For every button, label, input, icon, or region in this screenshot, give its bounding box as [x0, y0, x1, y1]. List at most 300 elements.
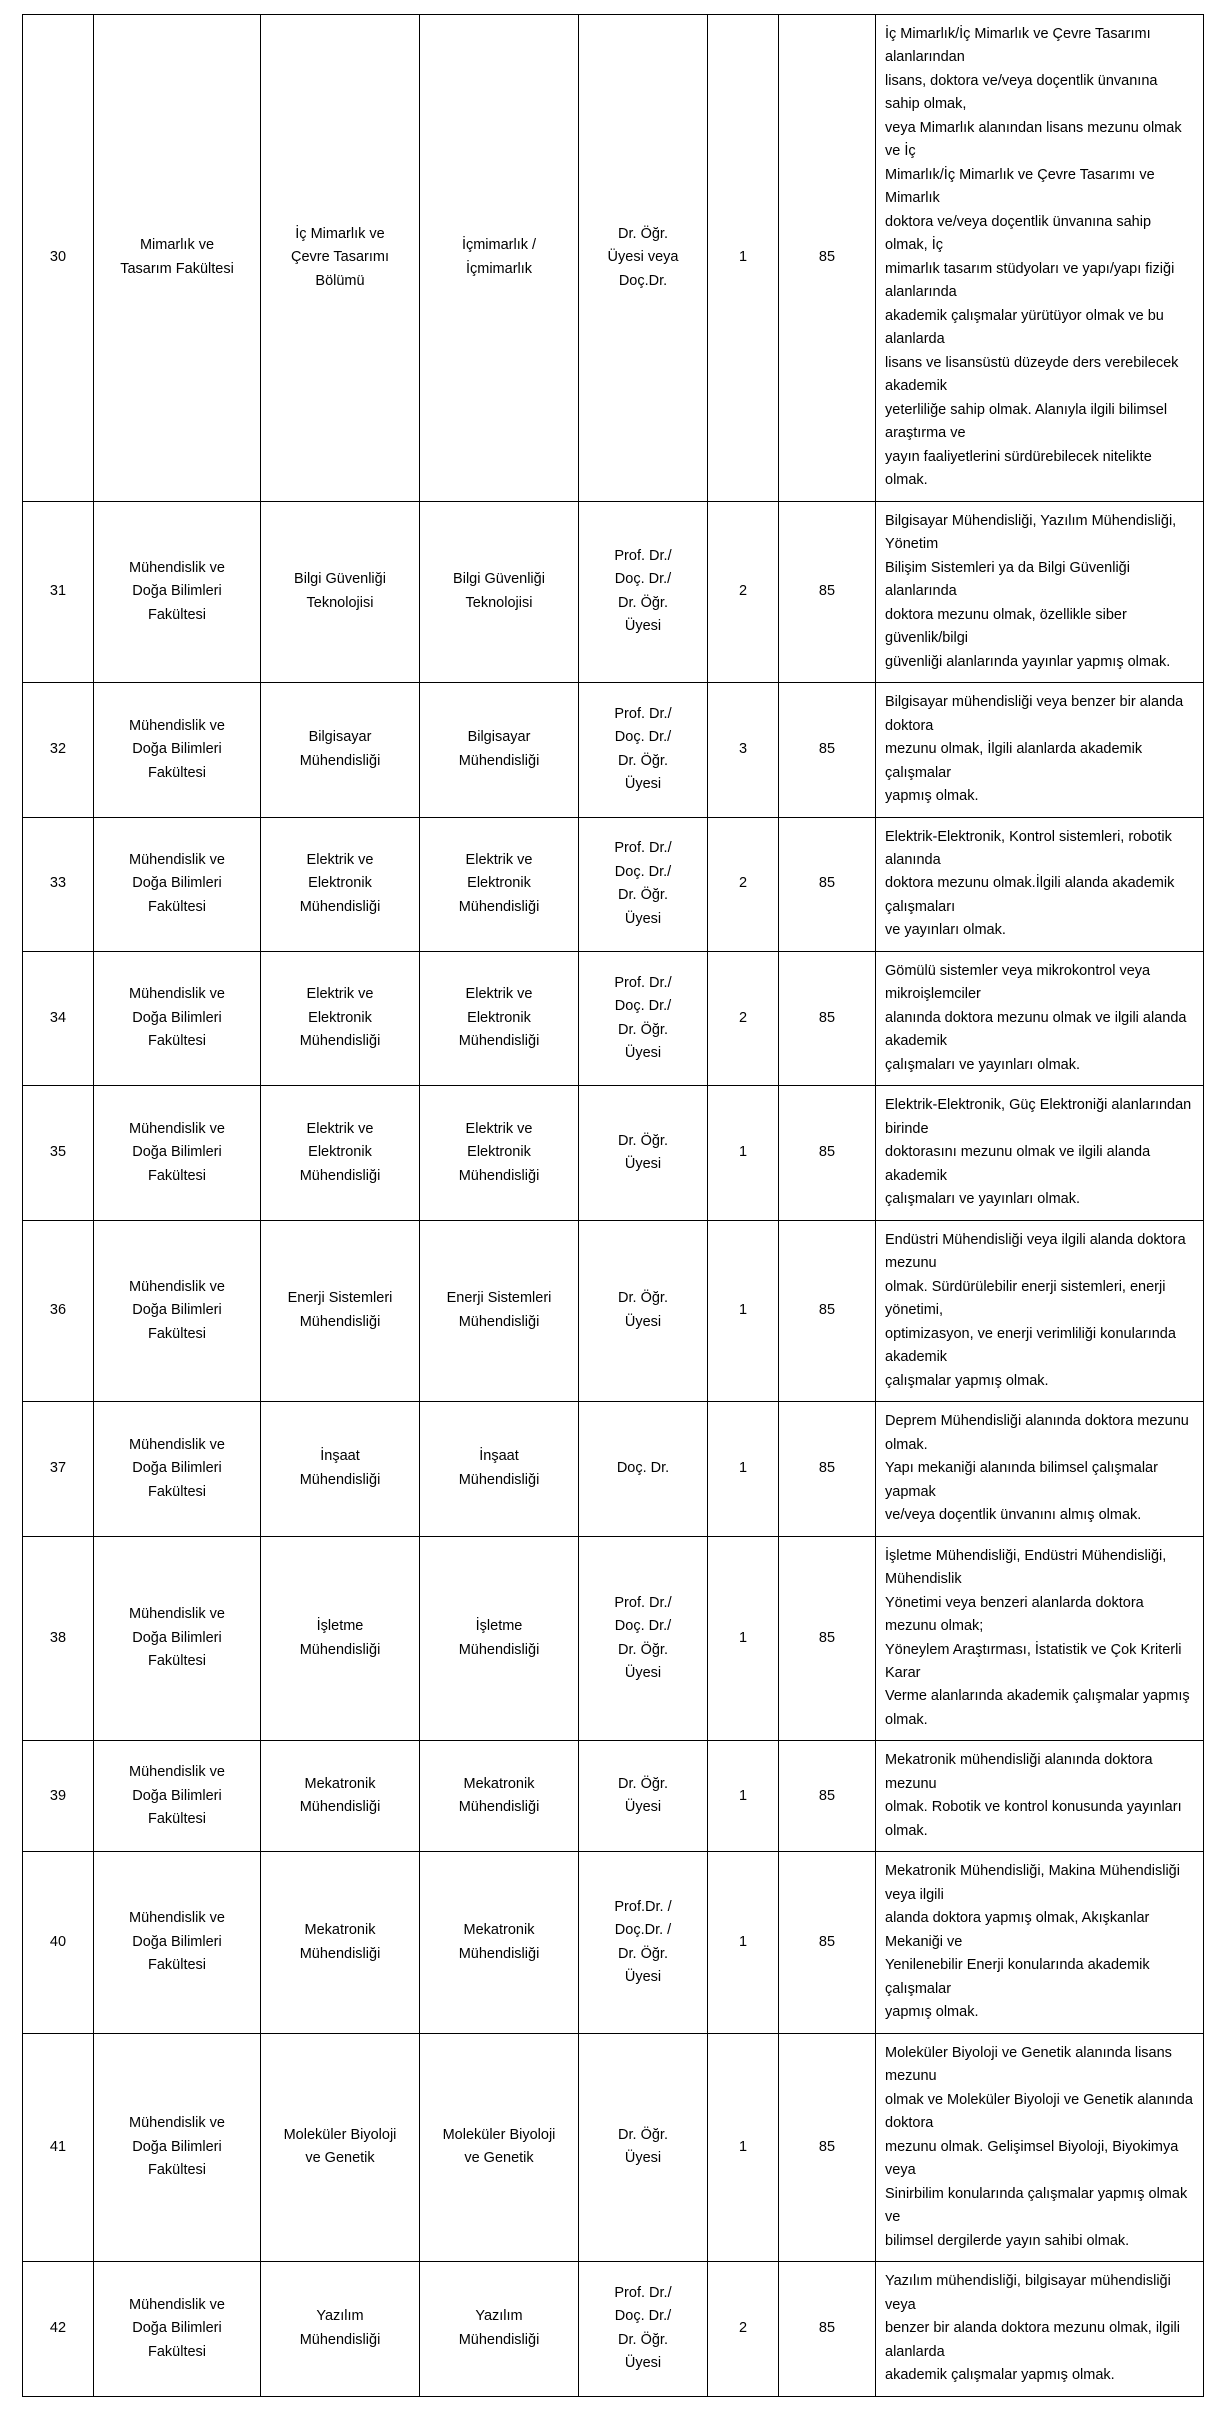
program-name-line: Mühendisliği — [458, 1799, 540, 1816]
department-name-line: İç Mimarlık ve — [295, 225, 385, 242]
academic-title — [579, 1741, 708, 1852]
program-name — [420, 683, 579, 817]
faculty-name-line: Doğa Bilimleri — [132, 1302, 222, 1319]
academic-title-line: Dr. Öğr. — [618, 1945, 668, 1962]
academic-title-line: Doç. Dr./ — [614, 1618, 672, 1635]
position-count: 1 — [708, 2033, 779, 2261]
requirement-description-line: yapmış olmak. — [885, 788, 979, 805]
requirement-description-line: olmak. Robotik ve kontrol konusunda yayınları olmak. — [885, 1799, 1182, 1839]
requirement-description-line: akademik çalışmalar yapmış olmak. — [885, 2367, 1115, 2384]
faculty-name-line: Fakültesi — [147, 1811, 207, 1828]
faculty-name — [94, 1852, 261, 2033]
academic-title-line: Dr. Öğr. — [618, 1641, 668, 1658]
requirement-description-line: Moleküler Biyoloji ve Genetik alanında lisans mezunu — [885, 2044, 1172, 2085]
faculty-name-line: Mühendislik ve — [129, 1910, 225, 1927]
row-number: 42 — [23, 2262, 94, 2396]
academic-title-line: Üyesi — [624, 2355, 662, 2372]
program-name — [420, 15, 579, 502]
academic-title-line: Doç. Dr. — [616, 1460, 670, 1477]
faculty-name-line: Fakültesi — [147, 1167, 207, 1184]
program-name-line: Mühendisliği — [458, 1641, 540, 1658]
requirement-description-line: benzer bir alanda doktora mezunu olmak, ilgili alanlarda — [885, 2320, 1180, 2360]
requirement-description-line: Yönetimi veya benzeri alanlarda doktora mezunu olmak; — [885, 1594, 1144, 1635]
academic-title — [579, 817, 708, 951]
program-name — [420, 1220, 579, 1401]
position-count: 1 — [708, 1402, 779, 1536]
department-name-line: Mühendisliği — [299, 1945, 381, 1962]
faculty-name-line: Fakültesi — [147, 2162, 207, 2179]
table-row — [23, 1220, 1204, 1401]
department-name — [261, 501, 420, 682]
academic-title-line: Dr. Öğr. — [618, 2331, 668, 2348]
program-name-line: Mühendisliği — [458, 898, 540, 915]
requirement-description-line: Bilişim Sistemleri ya da Bilgi Güvenliği alanlarında — [885, 559, 1130, 600]
department-name — [261, 817, 420, 951]
faculty-name-line: Mühendislik ve — [129, 717, 225, 734]
faculty-name-line: Fakültesi — [147, 1325, 207, 1342]
row-number: 41 — [23, 2033, 94, 2261]
faculty-name-line: Doğa Bilimleri — [132, 1460, 222, 1477]
academic-title — [579, 683, 708, 817]
faculty-name-line: Mühendislik ve — [129, 2115, 225, 2132]
academic-title — [579, 951, 708, 1085]
requirement-description-line: akademik çalışmalar yürütüyor olmak ve bu alanlarda — [885, 307, 1164, 348]
department-name-line: Elektrik ve — [306, 1120, 374, 1137]
faculty-name-line: Mühendislik ve — [129, 986, 225, 1003]
faculty-name — [94, 1741, 261, 1852]
minimum-score: 85 — [779, 1852, 876, 2033]
academic-title — [579, 1402, 708, 1536]
department-name-line: İnşaat — [320, 1448, 360, 1465]
department-name — [261, 1402, 420, 1536]
academic-title-line: Dr. Öğr. — [618, 887, 668, 904]
academic-title-line: Prof. Dr./ — [614, 547, 672, 564]
requirement-description-line: Mekatronik mühendisliği alanında doktora mezunu — [885, 1752, 1153, 1792]
faculty-name-line: Mühendislik ve — [129, 1120, 225, 1137]
requirement-description-line: Verme alanlarında akademik çalışmalar yapmış olmak. — [885, 1688, 1190, 1728]
program-name-line: Elektronik — [467, 1144, 531, 1161]
requirement-description — [876, 1741, 1204, 1852]
faculty-name-line: Fakültesi — [147, 606, 207, 623]
requirement-description-line: çalışmaları ve yayınları olmak. — [885, 1191, 1081, 1208]
academic-title-line: Üyesi — [624, 1665, 662, 1681]
department-name-line: Mühendisliği — [299, 1471, 381, 1488]
minimum-score: 85 — [779, 817, 876, 951]
requirement-description-line: güvenliği alanlarında yayınlar yapmış olmak. — [885, 653, 1171, 670]
requirement-description-line: ve yayınları olmak. — [885, 922, 1006, 939]
program-name — [420, 817, 579, 951]
row-number: 36 — [23, 1220, 94, 1401]
requirement-description-line: doktorasını mezunu olmak ve ilgili alanda akademik — [885, 1144, 1151, 1184]
requirement-description — [876, 15, 1204, 502]
table-row — [23, 2033, 1204, 2261]
academic-title-line: Doç. Dr./ — [614, 729, 672, 746]
faculty-name-line: Fakültesi — [147, 898, 207, 915]
requirement-description — [876, 951, 1204, 1085]
faculty-name — [94, 817, 261, 951]
academic-title-line: Prof. Dr./ — [614, 1594, 672, 1611]
requirement-description-line: Elektrik-Elektronik, Kontrol sistemleri, robotik alanında — [885, 828, 1172, 868]
academic-title-line: Doç. Dr./ — [614, 571, 672, 588]
department-name — [261, 1536, 420, 1741]
position-count: 1 — [708, 1086, 779, 1220]
table-row — [23, 2262, 1204, 2396]
academic-title-line: Dr. Öğr. — [618, 1132, 668, 1149]
academic-title-line: Dr. Öğr. — [618, 594, 668, 611]
program-name-line: Elektronik — [467, 875, 531, 892]
minimum-score: 85 — [779, 501, 876, 682]
position-count: 2 — [708, 501, 779, 682]
table-row — [23, 817, 1204, 951]
position-count: 2 — [708, 951, 779, 1085]
program-name — [420, 1402, 579, 1536]
faculty-name-line: Fakültesi — [147, 2343, 207, 2360]
requirement-description — [876, 1852, 1204, 2033]
department-name — [261, 1086, 420, 1220]
faculty-name — [94, 951, 261, 1085]
position-count: 1 — [708, 1220, 779, 1401]
row-number: 37 — [23, 1402, 94, 1536]
requirement-description-line: çalışmaları ve yayınları olmak. — [885, 1056, 1081, 1073]
department-name-line: Elektronik — [308, 875, 372, 892]
academic-title-line: Üyesi — [624, 1156, 662, 1173]
academic-vacancy-table — [22, 14, 1204, 2397]
program-name-line: ve Genetik — [464, 2150, 534, 2167]
requirement-description-line: Elektrik-Elektronik, Güç Elektroniği alanlarından birinde — [885, 1097, 1192, 1137]
academic-title-line: Üyesi — [624, 1969, 662, 1986]
faculty-name-line: Doğa Bilimleri — [132, 1144, 222, 1161]
department-name-line: Moleküler Biyoloji — [283, 2126, 397, 2143]
program-name-line: Yazılım — [475, 2308, 523, 2325]
department-name-line: Mühendisliği — [299, 2331, 381, 2348]
table-row — [23, 951, 1204, 1085]
department-name-line: Elektrik ve — [306, 986, 374, 1003]
faculty-name — [94, 15, 261, 502]
requirement-description-line: Bilgisayar Mühendisliği, Yazılım Mühendisliği, Yönetim — [885, 512, 1177, 553]
position-count: 1 — [708, 1741, 779, 1852]
faculty-name-line: Doğa Bilimleri — [132, 1787, 222, 1804]
department-name-line: Yazılım — [316, 2308, 364, 2325]
program-name — [420, 1536, 579, 1741]
academic-title — [579, 2262, 708, 2396]
requirement-description-line: olmak ve Moleküler Biyoloji ve Genetik alanında doktora — [885, 2091, 1193, 2132]
faculty-name-line: Fakültesi — [147, 1483, 207, 1500]
minimum-score: 85 — [779, 15, 876, 502]
program-name — [420, 2033, 579, 2261]
faculty-name-line: Doğa Bilimleri — [132, 1629, 222, 1646]
academic-title-line: Doç. Dr./ — [614, 2308, 672, 2325]
department-name — [261, 683, 420, 817]
faculty-name-line: Mühendislik ve — [129, 1278, 225, 1295]
faculty-name-line: Fakültesi — [147, 1957, 207, 1974]
department-name — [261, 2033, 420, 2261]
department-name-line: Bilgisayar — [308, 729, 372, 746]
requirement-description-line: İç Mimarlık/İç Mimarlık ve Çevre Tasarımı alanlarından — [885, 26, 1151, 66]
row-number: 32 — [23, 683, 94, 817]
department-name-line: Mühendisliği — [299, 1033, 381, 1050]
academic-title-line: Doç.Dr. / — [614, 1922, 672, 1939]
department-name — [261, 1741, 420, 1852]
requirement-description-line: lisans, doktora ve/veya doçentlik ünvanına sahip olmak, — [885, 72, 1158, 113]
program-name-line: İşletme — [475, 1618, 523, 1635]
requirement-description-line: Mekatronik Mühendisliği, Makina Mühendisliği veya ilgili — [885, 1863, 1180, 1903]
department-name-line: Bölümü — [315, 272, 365, 289]
academic-title-line: Doç.Dr. — [618, 272, 668, 289]
academic-title-line: Dr. Öğr. — [618, 225, 668, 242]
requirement-description-line: optimizasyon, ve enerji verimliliği konularında akademik — [885, 1325, 1176, 1366]
row-number: 39 — [23, 1741, 94, 1852]
program-name-line: İçmimarlık — [465, 260, 533, 277]
program-name — [420, 951, 579, 1085]
academic-title-line: Doç. Dr./ — [614, 998, 672, 1015]
table-row — [23, 683, 1204, 817]
department-name — [261, 15, 420, 502]
requirement-description-line: bilimsel dergilerde yayın sahibi olmak. — [885, 2232, 1130, 2249]
requirement-description-line: veya Mimarlık alanından lisans mezunu olmak ve İç — [885, 119, 1182, 160]
requirement-description-line: Yöneylem Araştırması, İstatistik ve Çok Kriterli Karar — [885, 1641, 1182, 1681]
requirement-description-line: alanında doktora mezunu olmak ve ilgili alanda akademik — [885, 1009, 1187, 1050]
requirement-description-line: yayın faaliyetlerini sürdürebilecek nitelikte olmak. — [885, 448, 1152, 489]
requirement-description-line: olmak. Sürdürülebilir enerji sistemleri, enerji yönetimi, — [885, 1278, 1166, 1319]
department-name-line: Mühendisliği — [299, 1799, 381, 1816]
requirement-description — [876, 683, 1204, 817]
requirement-description-line: Yazılım mühendisliği, bilgisayar mühendisliği veya — [885, 2273, 1171, 2313]
minimum-score: 85 — [779, 951, 876, 1085]
faculty-name-line: Doğa Bilimleri — [132, 2320, 222, 2337]
academic-title — [579, 1852, 708, 2033]
minimum-score: 85 — [779, 1402, 876, 1536]
requirement-description-line: mimarlık tasarım stüdyoları ve yapı/yapı fiziği alanlarında — [885, 260, 1175, 301]
position-count: 2 — [708, 817, 779, 951]
program-name-line: Enerji Sistemleri — [446, 1290, 552, 1307]
program-name-line: Moleküler Biyoloji — [442, 2126, 556, 2143]
faculty-name-line: Doğa Bilimleri — [132, 583, 222, 600]
table-row — [23, 1852, 1204, 2033]
department-name — [261, 951, 420, 1085]
requirement-description-line: Yenilenebilir Enerji konularında akademik çalışmalar — [885, 1957, 1150, 1997]
requirement-description-line: Bilgisayar mühendisliği veya benzer bir alanda doktora — [885, 694, 1184, 734]
department-name-line: Bilgi Güvenliği — [294, 571, 386, 588]
department-name-line: Elektrik ve — [306, 851, 374, 868]
requirement-description-line: Endüstri Mühendisliği veya ilgili alanda doktora mezunu — [885, 1231, 1186, 1272]
program-name-line: Mekatronik — [463, 1775, 535, 1792]
requirement-description — [876, 1536, 1204, 1741]
program-name-line: İnşaat — [479, 1448, 519, 1465]
faculty-name-line: Doğa Bilimleri — [132, 2138, 222, 2155]
academic-title — [579, 1536, 708, 1741]
academic-title-line: Prof. Dr./ — [614, 974, 672, 991]
faculty-name — [94, 2262, 261, 2396]
academic-title-line: Üyesi — [624, 618, 662, 635]
requirement-description-line: İşletme Mühendisliği, Endüstri Mühendisliği, Mühendislik — [885, 1547, 1167, 1588]
program-name-line: Mühendisliği — [458, 1945, 540, 1962]
academic-title — [579, 2033, 708, 2261]
row-number: 31 — [23, 501, 94, 682]
position-count: 2 — [708, 2262, 779, 2396]
faculty-name-line: Mühendislik ve — [129, 2296, 225, 2313]
program-name — [420, 1852, 579, 2033]
academic-title-line: Üyesi — [624, 776, 662, 793]
academic-title-line: Prof. Dr./ — [614, 2284, 672, 2301]
position-count: 3 — [708, 683, 779, 817]
position-count: 1 — [708, 15, 779, 502]
requirement-description-line: mezunu olmak, İlgili alanlarda akademik çalışmalar — [885, 741, 1143, 781]
academic-title-line: Üyesi — [624, 910, 662, 927]
requirement-description — [876, 501, 1204, 682]
requirement-description-line: doktora mezunu olmak, özellikle siber güvenlik/bilgi — [885, 606, 1127, 647]
academic-title-line: Üyesi veya — [607, 249, 679, 266]
department-name-line: Elektronik — [308, 1144, 372, 1161]
faculty-name-line: Doğa Bilimleri — [132, 1009, 222, 1026]
minimum-score: 85 — [779, 2262, 876, 2396]
row-number: 35 — [23, 1086, 94, 1220]
row-number: 40 — [23, 1852, 94, 2033]
academic-title — [579, 1220, 708, 1401]
faculty-name-line: Fakültesi — [147, 1653, 207, 1670]
position-count: 1 — [708, 1852, 779, 2033]
requirement-description-line: Deprem Mühendisliği alanında doktora mezunu olmak. — [885, 1413, 1189, 1453]
academic-title-line: Doç. Dr./ — [614, 863, 672, 880]
row-number: 30 — [23, 15, 94, 502]
table-row — [23, 1086, 1204, 1220]
faculty-name-line: Doğa Bilimleri — [132, 741, 222, 758]
faculty-name-line: Fakültesi — [147, 1033, 207, 1050]
minimum-score: 85 — [779, 1220, 876, 1401]
program-name — [420, 2262, 579, 2396]
program-name-line: Mühendisliği — [458, 2331, 540, 2348]
department-name — [261, 1852, 420, 2033]
academic-title-line: Dr. Öğr. — [618, 1290, 668, 1307]
program-name-line: Elektronik — [467, 1009, 531, 1026]
minimum-score: 85 — [779, 1086, 876, 1220]
program-name — [420, 1741, 579, 1852]
minimum-score: 85 — [779, 2033, 876, 2261]
academic-title-line: Üyesi — [624, 1799, 662, 1816]
faculty-name-line: Mühendislik ve — [129, 1436, 225, 1453]
faculty-name-line: Mühendislik ve — [129, 1606, 225, 1623]
position-count: 1 — [708, 1536, 779, 1741]
faculty-name — [94, 683, 261, 817]
department-name — [261, 2262, 420, 2396]
faculty-name — [94, 1402, 261, 1536]
table-row — [23, 1402, 1204, 1536]
department-name — [261, 1220, 420, 1401]
faculty-name-line: Mühendislik ve — [129, 559, 225, 576]
faculty-name — [94, 2033, 261, 2261]
academic-title-line: Üyesi — [624, 1045, 662, 1062]
table-row — [23, 15, 1204, 502]
faculty-name — [94, 1220, 261, 1401]
requirement-description-line: ve/veya doçentlik ünvanını almış olmak. — [885, 1507, 1142, 1524]
department-name-line: Mühendisliği — [299, 1641, 381, 1658]
program-name-line: Bilgi Güvenliği — [453, 571, 545, 588]
faculty-name — [94, 501, 261, 682]
requirement-description-line: Gömülü sistemler veya mikrokontrol veya mikroişlemciler — [885, 962, 1151, 1003]
academic-title-line: Prof.Dr. / — [614, 1898, 672, 1915]
requirement-description-line: Sinirbilim konularında çalışmalar yapmış olmak ve — [885, 2185, 1188, 2226]
requirement-description-line: doktora ve/veya doçentlik ünvanına sahip olmak, İç — [885, 213, 1152, 254]
department-name-line: Mekatronik — [304, 1922, 376, 1939]
department-name-line: Mühendisliği — [299, 898, 381, 915]
table-row — [23, 1741, 1204, 1852]
requirement-description — [876, 1086, 1204, 1220]
program-name-line: Bilgisayar — [467, 729, 531, 746]
faculty-name-line: Tasarım Fakültesi — [120, 260, 234, 277]
requirement-description-line: mezunu olmak. Gelişimsel Biyoloji, Biyokimya veya — [885, 2138, 1179, 2179]
faculty-name — [94, 1536, 261, 1741]
requirement-description-line: yeterliliğe sahip olmak. Alanıyla ilgili bilimsel araştırma ve — [885, 401, 1168, 442]
minimum-score: 85 — [779, 1536, 876, 1741]
academic-title-line: Dr. Öğr. — [618, 2126, 668, 2143]
academic-title — [579, 501, 708, 682]
department-name-line: Enerji Sistemleri — [287, 1290, 393, 1307]
program-name-line: Mekatronik — [463, 1922, 535, 1939]
requirement-description-line: Mimarlık/İç Mimarlık ve Çevre Tasarımı ve Mimarlık — [885, 166, 1155, 207]
academic-title-line: Dr. Öğr. — [618, 752, 668, 769]
requirement-description — [876, 1220, 1204, 1401]
department-name-line: Mühendisliği — [299, 1313, 381, 1330]
program-name-line: Mühendisliği — [458, 1313, 540, 1330]
program-name-line: Teknolojisi — [465, 594, 533, 611]
department-name-line: Elektronik — [308, 1009, 372, 1026]
faculty-name-line: Mühendislik ve — [129, 851, 225, 868]
academic-title-line: Dr. Öğr. — [618, 1775, 668, 1792]
faculty-name — [94, 1086, 261, 1220]
academic-title-line: Dr. Öğr. — [618, 1021, 668, 1038]
academic-title — [579, 1086, 708, 1220]
academic-title-line: Üyesi — [624, 2150, 662, 2167]
requirement-description-line: yapmış olmak. — [885, 2004, 979, 2021]
program-name-line: Mühendisliği — [458, 1471, 540, 1488]
requirement-description — [876, 817, 1204, 951]
department-name-line: Çevre Tasarımı — [290, 249, 390, 266]
academic-title — [579, 15, 708, 502]
minimum-score: 85 — [779, 683, 876, 817]
row-number: 33 — [23, 817, 94, 951]
faculty-name-line: Doğa Bilimleri — [132, 1933, 222, 1950]
table-body — [23, 15, 1204, 2397]
requirement-description — [876, 1402, 1204, 1536]
academic-title-line: Prof. Dr./ — [614, 840, 672, 857]
academic-title-line: Üyesi — [624, 1313, 662, 1330]
requirement-description-line: Yapı mekaniği alanında bilimsel çalışmalar yapmak — [885, 1460, 1158, 1500]
academic-title-line: Prof. Dr./ — [614, 705, 672, 722]
requirement-description-line: çalışmalar yapmış olmak. — [885, 1372, 1049, 1389]
program-name-line: Mühendisliği — [458, 752, 540, 769]
table-row — [23, 1536, 1204, 1741]
requirement-description-line: lisans ve lisansüstü düzeyde ders verebilecek akademik — [885, 354, 1179, 395]
program-name — [420, 501, 579, 682]
department-name-line: Mühendisliği — [299, 1167, 381, 1184]
program-name-line: Mühendisliği — [458, 1167, 540, 1184]
faculty-name-line: Doğa Bilimleri — [132, 875, 222, 892]
department-name-line: Teknolojisi — [306, 594, 374, 611]
program-name-line: Elektrik ve — [465, 851, 533, 868]
department-name-line: İşletme — [316, 1618, 364, 1635]
requirement-description-line: alanda doktora yapmış olmak, Akışkanlar Mekaniği ve — [885, 1910, 1150, 1950]
program-name — [420, 1086, 579, 1220]
faculty-name-line: Mühendislik ve — [129, 1764, 225, 1781]
program-name-line: İçmimarlık / — [461, 237, 537, 254]
program-name-line: Elektrik ve — [465, 1120, 533, 1137]
faculty-name-line: Fakültesi — [147, 764, 207, 781]
requirement-description — [876, 2262, 1204, 2396]
department-name-line: Mekatronik — [304, 1775, 376, 1792]
department-name-line: ve Genetik — [305, 2150, 375, 2167]
row-number: 34 — [23, 951, 94, 1085]
minimum-score: 85 — [779, 1741, 876, 1852]
department-name-line: Mühendisliği — [299, 752, 381, 769]
